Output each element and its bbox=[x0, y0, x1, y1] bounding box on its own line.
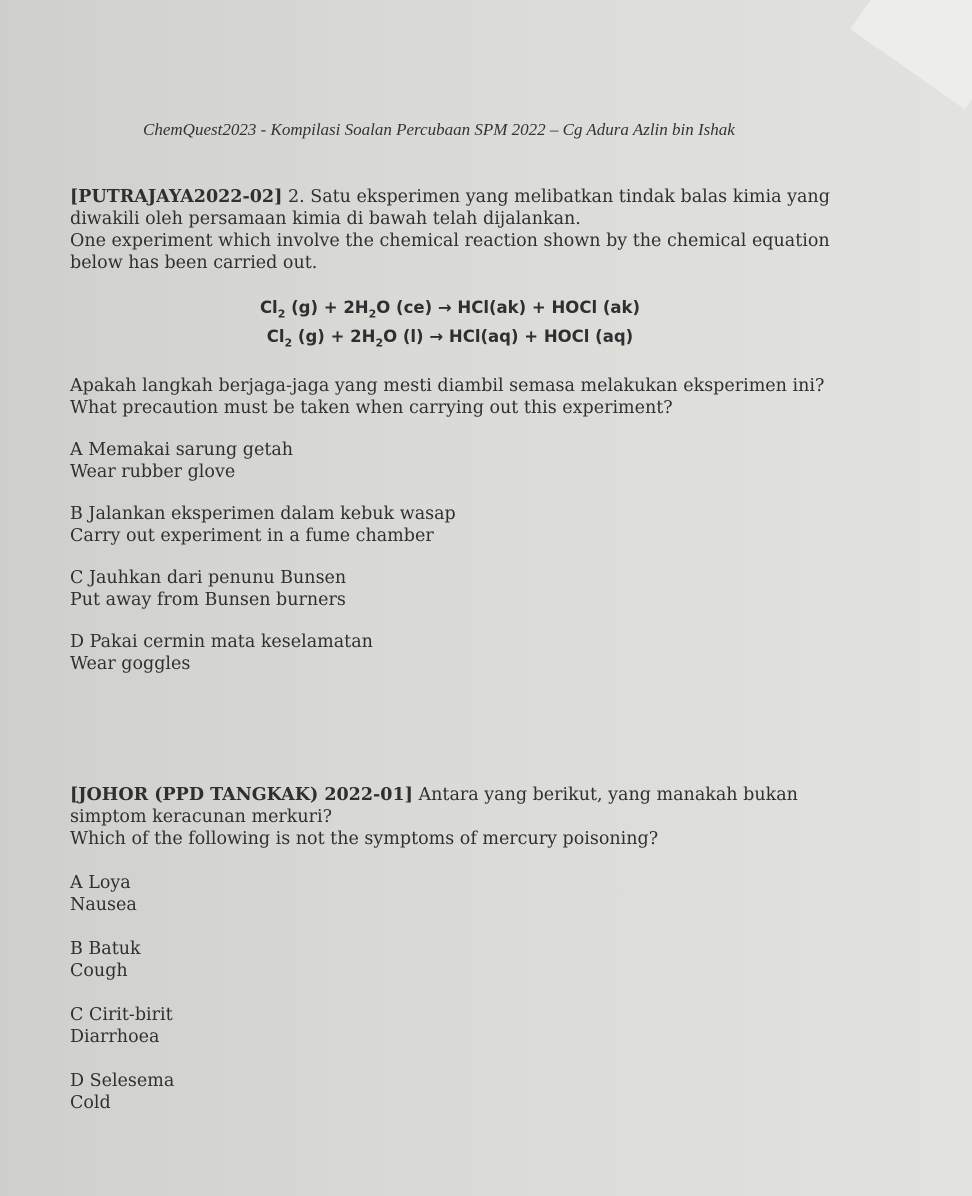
option-a-ms: A Memakai sarung getah bbox=[70, 439, 294, 460]
question-1-intro-en: One experiment which involve the chemical reaction shown by the chemical equation below has been carried out. bbox=[70, 231, 830, 273]
question-1 bbox=[70, 186, 830, 675]
option-d-en: Wear goggles bbox=[70, 653, 191, 674]
question-2-option-d bbox=[70, 1070, 830, 1114]
chemical-equations bbox=[70, 296, 830, 355]
option-d-ms: D Selesema bbox=[70, 1071, 175, 1091]
option-b-ms: B Jalankan eksperimen dalam kebuk wasap bbox=[70, 503, 456, 524]
question-2-ask-ms bbox=[70, 784, 830, 828]
question-2-ask-ms-text: Antara yang berikut, yang manakah bukan simptom keracunan merkuri? bbox=[70, 785, 798, 827]
option-c-en: Put away from Bunsen burners bbox=[70, 589, 346, 610]
option-c-ms: C Cirit-birit bbox=[70, 1005, 173, 1025]
question-2 bbox=[70, 784, 830, 1114]
option-a-en: Nausea bbox=[70, 895, 137, 915]
option-c-ms: C Jauhkan dari penunu Bunsen bbox=[70, 567, 347, 588]
question-2-ask-en: Which of the following is not the symptoms of mercury poisoning? bbox=[70, 829, 659, 849]
option-b-en: Cough bbox=[70, 961, 128, 981]
page-header: ChemQuest2023 - Kompilasi Soalan Percubaan SPM 2022 – Cg Adura Azlin bin Ishak bbox=[143, 120, 735, 139]
equation-ms: $Cl_2$ $(g) + 2H_2O$ (ce) → HCl(ak) + HOCl (ak) bbox=[259, 298, 641, 321]
question-2-tag: [JOHOR (PPD TANGKAK) 2022-01] bbox=[70, 785, 413, 805]
question-1-option-c bbox=[70, 567, 830, 611]
question-1-intro-ms-text: 2. Satu eksperimen yang melibatkan tindak balas kimia yang diwakili oleh persamaan kimia di bawah telah dijalankan. bbox=[70, 187, 830, 229]
option-c-en: Diarrhoea bbox=[70, 1027, 160, 1047]
question-2-option-c bbox=[70, 1004, 830, 1048]
question-2-option-b bbox=[70, 938, 830, 982]
question-1-tag: [PUTRAJAYA2022-02] bbox=[70, 187, 283, 207]
option-b-en: Carry out experiment in a fume chamber bbox=[70, 525, 434, 546]
option-b-ms: B Batuk bbox=[70, 939, 141, 959]
question-2-option-a bbox=[70, 872, 830, 916]
question-1-option-b bbox=[70, 503, 830, 547]
option-a-ms: A Loya bbox=[70, 873, 131, 893]
option-a-en: Wear rubber glove bbox=[70, 461, 236, 482]
question-1-ask-ms: Apakah langkah berjaga-jaga yang mesti diambil semasa melakukan eksperimen ini? bbox=[70, 375, 825, 396]
question-1-ask-en: What precaution must be taken when carrying out this experiment? bbox=[70, 397, 673, 418]
page-corner bbox=[850, 0, 972, 109]
equation-en: $Cl_2$ $(g) + 2H_2O$ (l) → HCl(aq) + HOCl (aq) bbox=[266, 327, 634, 350]
option-d-en: Cold bbox=[70, 1093, 111, 1113]
option-d-ms: D Pakai cermin mata keselamatan bbox=[70, 631, 373, 652]
question-1-option-a bbox=[70, 439, 830, 483]
question-1-intro-ms bbox=[70, 186, 830, 230]
question-1-option-d bbox=[70, 631, 830, 675]
